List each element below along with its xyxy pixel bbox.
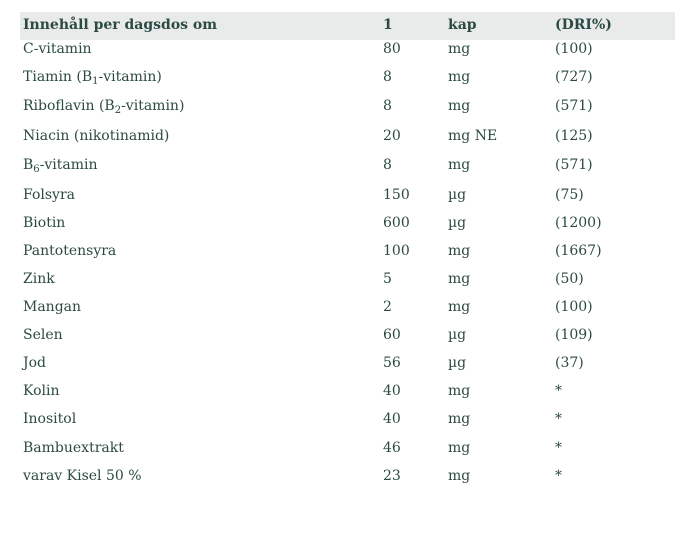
dri-value: (1667) [555, 243, 602, 259]
amount-value: 20 [383, 128, 401, 144]
unit-value: µg [448, 187, 467, 203]
amount-value: 23 [383, 468, 401, 484]
nutrient-name-text: Niacin (nikotinamid) [23, 128, 170, 144]
dri-value: (50) [555, 271, 584, 287]
dri-value: (727) [555, 69, 593, 85]
unit-value: mg [448, 98, 471, 114]
nutrient-name [23, 411, 76, 427]
nutrient-subscript: 6 [33, 164, 40, 175]
dri-value: * [555, 383, 562, 399]
unit-value: mg [448, 411, 471, 427]
dri-value: (1200) [555, 215, 602, 231]
nutrition-table [20, 12, 675, 484]
amount-value: 8 [383, 69, 392, 85]
nutrient-name [23, 98, 184, 114]
nutrient-name-text: Pantotensyra [23, 243, 117, 259]
header-form: kap [448, 17, 477, 33]
dri-value: (571) [555, 98, 593, 114]
nutrient-name [23, 271, 55, 287]
unit-value: µg [448, 327, 467, 343]
nutrient-name-text: varav Kisel 50 % [23, 468, 142, 484]
nutrient-name [23, 157, 98, 173]
nutrient-name-text: Bambuextrakt [23, 440, 124, 456]
unit-value: mg [448, 383, 471, 399]
unit-value: mg [448, 271, 471, 287]
unit-value: mg NE [448, 128, 498, 144]
nutrient-subscript: 2 [114, 105, 122, 116]
nutrient-subscript: 1 [92, 76, 99, 87]
amount-value: 80 [383, 41, 401, 57]
nutrient-name-text: C-vitamin [23, 41, 92, 57]
dri-value: * [555, 468, 562, 484]
amount-value: 8 [383, 98, 392, 114]
nutrient-name-text: Biotin [23, 215, 66, 231]
amount-value: 5 [383, 271, 392, 287]
nutrient-name [23, 383, 59, 399]
nutrient-name-text: Inositol [23, 411, 77, 427]
nutrient-name-text: Kolin [23, 383, 60, 399]
nutrient-name-text: Tiamin (B [23, 69, 93, 85]
amount-value: 150 [383, 187, 410, 203]
table-header [20, 12, 675, 40]
unit-value: mg [448, 243, 471, 259]
nutrient-name-text: Zink [23, 271, 55, 287]
unit-value: µg [448, 355, 467, 371]
nutrient-name-text: B [23, 157, 34, 173]
dri-value: (571) [555, 157, 593, 173]
header-count: 1 [383, 17, 393, 33]
amount-value: 46 [383, 440, 401, 456]
nutrient-name-text: Jod [23, 355, 47, 371]
dri-value: (100) [555, 299, 593, 315]
amount-value: 600 [383, 215, 410, 231]
amount-value: 100 [383, 243, 410, 259]
amount-value: 40 [383, 383, 401, 399]
dri-value: (109) [555, 327, 593, 343]
dri-value: * [555, 440, 562, 456]
nutrient-name [23, 187, 75, 203]
nutrient-name [23, 243, 116, 259]
dri-value: (75) [555, 187, 584, 203]
nutrient-name [23, 69, 162, 85]
nutrient-name-text: Riboflavin (B [23, 98, 115, 114]
nutrient-name-suffix: -vitamin) [98, 69, 162, 85]
dri-value: * [555, 411, 562, 427]
header-dri: (DRI%) [555, 17, 612, 33]
nutrient-name [23, 355, 46, 371]
nutrient-name-suffix: -vitamin) [121, 98, 185, 114]
nutrient-name [23, 327, 63, 343]
nutrient-name-text: Selen [23, 327, 63, 343]
nutrient-name [23, 440, 124, 456]
header-name: Innehåll per dagsdos om [23, 17, 218, 33]
dri-value: (125) [555, 128, 593, 144]
unit-value: mg [448, 69, 471, 85]
nutrient-name-text: Mangan [23, 299, 82, 315]
unit-value: mg [448, 157, 471, 173]
nutrient-name [23, 128, 169, 144]
unit-value: mg [448, 299, 471, 315]
unit-value: µg [448, 215, 467, 231]
dri-value: (100) [555, 41, 593, 57]
unit-value: mg [448, 440, 471, 456]
nutrient-name [23, 468, 142, 484]
unit-value: mg [448, 41, 471, 57]
unit-value: mg [448, 468, 471, 484]
dri-value: (37) [555, 355, 584, 371]
amount-value: 8 [383, 157, 392, 173]
nutrient-name [23, 299, 81, 315]
amount-value: 60 [383, 327, 401, 343]
amount-value: 40 [383, 411, 401, 427]
nutrient-name [23, 41, 92, 57]
nutrient-name-text: Folsyra [23, 187, 75, 203]
nutrient-name [23, 215, 65, 231]
amount-value: 56 [383, 355, 401, 371]
amount-value: 2 [383, 299, 392, 315]
nutrient-name-suffix: -vitamin [39, 157, 98, 173]
